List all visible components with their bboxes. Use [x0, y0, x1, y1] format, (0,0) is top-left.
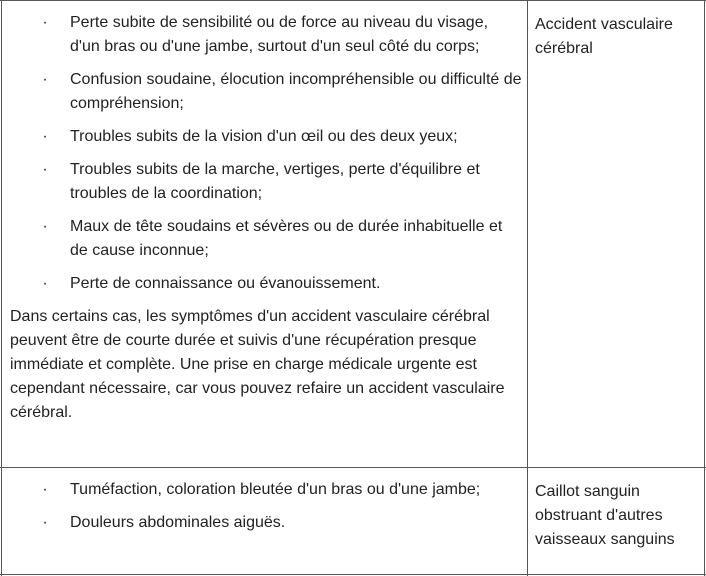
condition-cell: Accident vasculaire cérébral — [535, 16, 673, 57]
list-item — [10, 511, 522, 535]
symptom-text: Troubles subits de la vision d'un œil ou des deux yeux; — [70, 128, 458, 145]
bullet-icon: · — [42, 71, 48, 88]
bullet-icon: · — [42, 514, 48, 531]
info-paragraph: Dans certains cas, les symptômes d'un accident vasculaire cérébral peuvent être de courte durée et suivis d'une récupération presque immédiate et complète. Une prise en charge médicale urgente est cependant nécessaire, car vous pouvez refaire un accident vasculaire cérébral. — [10, 308, 505, 421]
condition-cell: Caillot sanguin obstruant d'autres vaisseaux sanguins — [535, 483, 675, 548]
list-item — [10, 11, 522, 59]
bullet-icon: · — [42, 218, 48, 235]
bullet-icon: · — [42, 14, 48, 31]
symptom-text: Tuméfaction, coloration bleutée d'un bras ou d'une jambe; — [70, 481, 481, 498]
list-item — [10, 68, 522, 116]
bullet-icon: · — [42, 161, 48, 178]
symptom-text: Douleurs abdominales aiguës. — [70, 514, 286, 531]
symptoms-cell — [10, 478, 522, 535]
list-item — [10, 272, 522, 296]
bullet-icon: · — [42, 481, 48, 498]
table-row — [0, 467, 706, 575]
symptom-text: Perte subite de sensibilité ou de force au niveau du visage, d'un bras ou d'une jambe, surtout d'un seul côté du corps; — [70, 14, 489, 55]
list-item — [10, 215, 522, 263]
symptom-text: Maux de tête soudains et sévères ou de durée inhabituelle et de cause inconnue; — [70, 218, 503, 259]
list-item — [10, 478, 522, 502]
symptom-text: Troubles subits de la marche, vertiges, perte d'équilibre et troubles de la coordination; — [70, 161, 480, 202]
symptoms-cell — [10, 11, 522, 425]
symptom-list — [10, 11, 522, 296]
bullet-icon: · — [42, 275, 48, 292]
symptom-list — [10, 478, 522, 535]
symptom-text: Confusion soudaine, élocution incompréhensible ou difficulté de compréhension; — [70, 71, 522, 112]
bullet-icon: · — [42, 128, 48, 145]
list-item — [10, 125, 522, 149]
symptom-text: Perte de connaissance ou évanouissement. — [70, 275, 381, 292]
list-item — [10, 158, 522, 206]
